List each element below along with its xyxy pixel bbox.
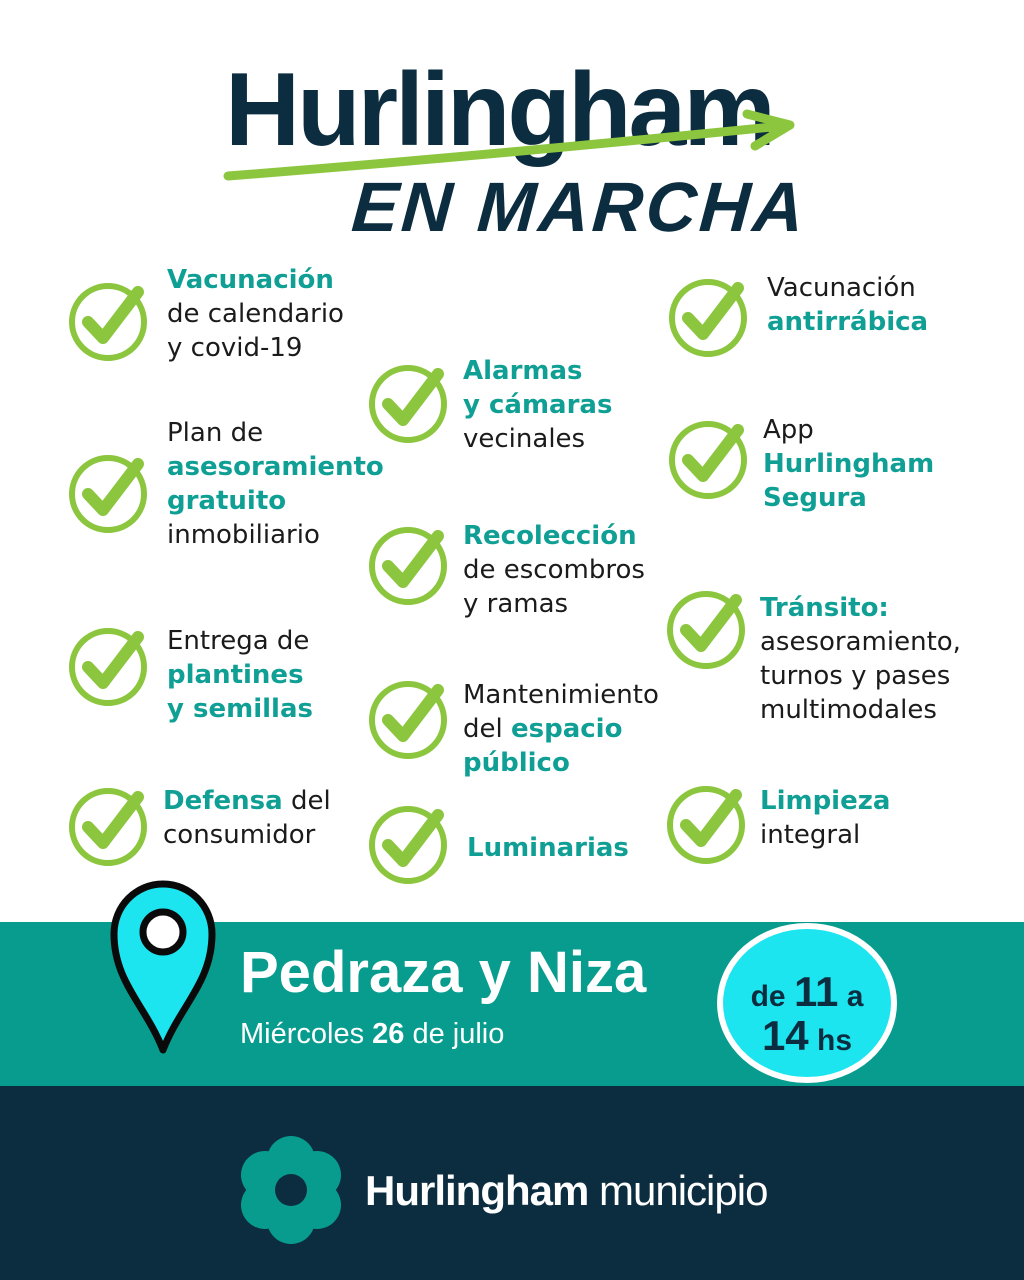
check-icon — [66, 452, 150, 536]
check-icon — [666, 276, 750, 360]
location-pin-icon — [108, 878, 218, 1058]
check-icon — [366, 362, 450, 446]
service-text: Mantenimiento del espacio público — [463, 680, 659, 778]
service-text: Plan de asesoramiento gratuito inmobiliario — [167, 418, 384, 550]
check-icon — [66, 785, 150, 869]
service-text: Vacunación antirrábica — [767, 273, 929, 337]
service-text: Alarmas y cámaras vecinales — [463, 356, 613, 454]
check-icon — [66, 625, 150, 709]
service-text: Limpieza integral — [760, 786, 891, 850]
time-badge: de 11 a 14 hs — [717, 923, 897, 1083]
service-text: Entrega de plantines y semillas — [167, 626, 313, 724]
service-text: Vacunación de calendario y covid-19 — [167, 265, 344, 363]
service-text: App Hurlingham Segura — [763, 415, 935, 513]
event-place: Pedraza y Niza — [240, 940, 647, 1005]
check-icon — [664, 588, 748, 672]
service-text: Tránsito: asesoramiento, turnos y pases multimodales — [760, 593, 961, 725]
page-title: Hurlingham — [225, 52, 773, 168]
service-text: Defensa del consumidor — [163, 786, 331, 850]
municipio-logo: Hurlingham municipio — [365, 1167, 768, 1214]
event-date: Miércoles 26 de julio — [240, 1018, 505, 1050]
check-icon — [66, 280, 150, 364]
page-subtitle: EN MARCHA — [349, 168, 810, 246]
check-icon — [366, 678, 450, 762]
flower-logo-icon — [238, 1135, 344, 1245]
check-icon — [366, 803, 450, 887]
service-text: Recolección de escombros y ramas — [463, 521, 645, 619]
check-icon — [666, 418, 750, 502]
check-icon — [366, 524, 450, 608]
check-icon — [664, 783, 748, 867]
service-text: Luminarias — [467, 833, 629, 863]
